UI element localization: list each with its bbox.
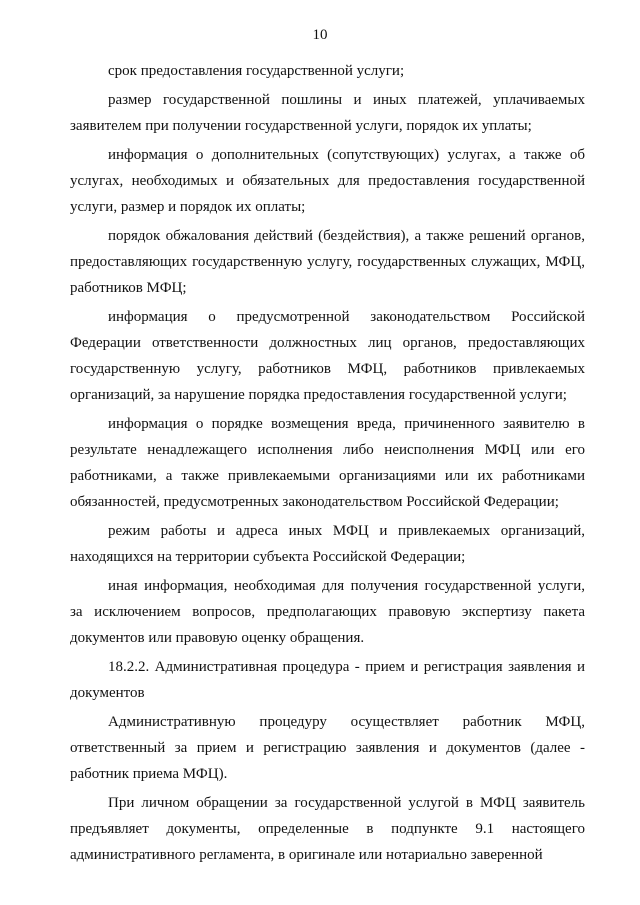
paragraph-other-info: иная информация, необходимая для получения государственной услуги, за исключением вопросов, предполагающих правовую экспертизу пакета документов или правовую оценку обращения. <box>70 578 585 646</box>
paragraph-liability-info: информация о предусмотренной законодательством Российской Федерации ответственности должностных лиц органов, предоставляющих государственную услугу, работников МФЦ, работников привлекаемых организаций, за нарушение порядка предоставления государственной услуги; <box>70 309 585 403</box>
paragraph-working-hours: режим работы и адреса иных МФЦ и привлекаемых организаций, находящихся на территории субъекта Российской Федерации; <box>70 523 585 565</box>
document-body <box>70 58 585 868</box>
paragraph-procedure-executor: Административную процедуру осуществляет работник МФЦ, ответственный за прием и регистрацию заявления и документов (далее - работник приема МФЦ). <box>70 714 585 782</box>
paragraph-appeal-procedure: порядок обжалования действий (бездействия), а также решений органов, предоставляющих государственную услугу, государственных служащих, МФЦ, работников МФЦ; <box>70 228 585 296</box>
page-number: 10 <box>312 27 328 43</box>
paragraph-service-term: срок предоставления государственной услуги; <box>108 63 405 79</box>
section-heading-18-2-2: 18.2.2. Административная процедура - прием и регистрация заявления и документов <box>70 659 585 701</box>
paragraph-state-fee: размер государственной пошлины и иных платежей, уплачиваемых заявителем при получении государственной услуги, порядок их уплаты; <box>70 92 585 134</box>
paragraph-damage-compensation: информация о порядке возмещения вреда, причиненного заявителю в результате ненадлежащего исполнения либо неисполнения МФЦ или его работниками, а также привлекаемыми организациями или их работниками обязанностей, предусмотренных законодательством Российской Федерации; <box>70 416 585 510</box>
paragraph-additional-services: информация о дополнительных (сопутствующих) услугах, а также об услугах, необходимых и обязательных для предоставления государственной услуги, размер и порядок их оплаты; <box>70 147 585 215</box>
paragraph-personal-appeal: При личном обращении за государственной услугой в МФЦ заявитель предъявляет документы, определенные в подпункте 9.1 настоящего административного регламента, в оригинале или нотариально заверенной <box>70 795 585 863</box>
